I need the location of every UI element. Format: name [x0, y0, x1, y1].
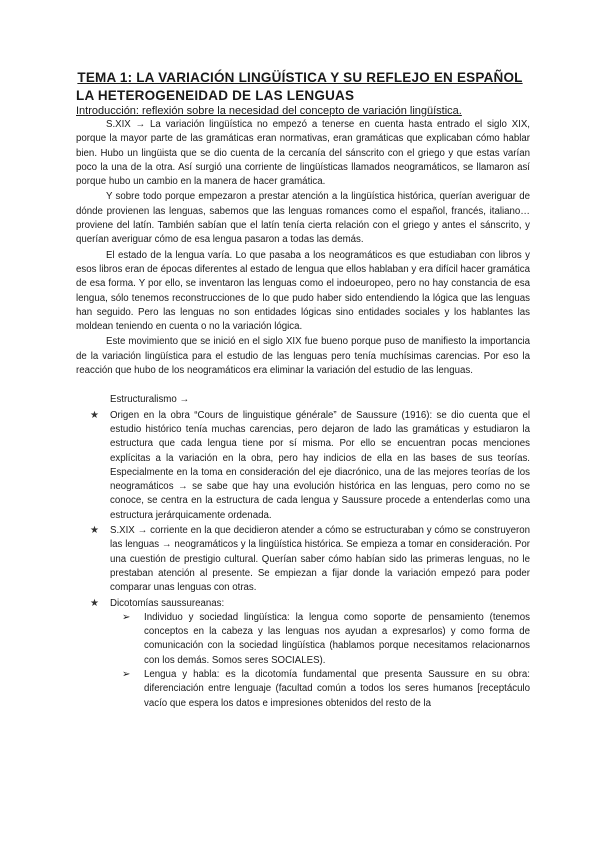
sub-list-item [110, 668, 530, 711]
section-heading: LA HETEROGENEIDAD DE LAS LENGUAS [76, 88, 355, 103]
star-icon: ★ [90, 409, 99, 421]
paragraph: S.XIX → La variación lingüística no empezó a tenerse en cuenta hasta entrado el siglo XIX, porque la mayor parte de las gramáticas eran normativas, eran gramáticas que explicaban cómo hablar bien. Hubo un lingüista que se dio cuenta de la cercanía del sánscrito con el griego y que estas varían poco la una de la otra. Así surgió una corriente de lingüísticas llamados neogramáticos, se llamaron así porque hubo un cambio en la manera de hacer gramática. [76, 119, 530, 188]
sub-list-item-text: Lengua y habla: es la dicotomía fundamental que presenta Saussure en su obra: diferenciación entre lenguaje (facultad común a todos los seres humanos [receptáculo vacío que espera los datos e impresiones obtenidos del resto de la [144, 668, 530, 709]
sub-list-item [110, 611, 530, 668]
list-item-text: S.XIX → corriente en la que decidieron atender a cómo se estructuraban y cómo se construyeron las lenguas → neogramáticos y la lingüística histórica. Se empieza a tomar en consideración. Por una cuestión de prestigio cultural. Querían saber cómo habían sido las primeras lenguas, no le prestaban atención al presente. Se empiezan a fijar donde la variación empezó para poder comparar unas lenguas con otras. [110, 525, 530, 594]
arrow-icon: ➢ [122, 668, 131, 680]
list-item [70, 597, 530, 711]
star-icon: ★ [90, 597, 99, 609]
intro-heading: Introducción: reflexión sobre la necesidad del concepto de variación lingüística. [76, 105, 462, 117]
paragraph: El estado de la lengua varía. Lo que pasaba a los neogramáticos es que estudiaban con libros y esos libros eran de épocas diferentes al estado de lengua que ellos hablaban y era difícil hacer gramática de esa forma. Y por ello, se inventaron las lenguas como el indoeuropeo, pero no hay constancia de esa lengua, sólo tenemos reconstrucciones de lo que pudo haber sido entendiendo la lógica que las lenguas han seguido. Pero las lenguas no son entidades lógicas sino entidades sociales y los hablantes las moldean teniendo en cuenta o no la variación lógica. [76, 249, 530, 333]
paragraph: Este movimiento que se inició en el siglo XIX fue bueno porque puso de manifiesto la importancia de la variación lingüística para el estudio de las lenguas pero tenía muchísimas carencias. Por eso la reacción que hubo de los neogramáticos era eliminar la variación del estudio de las lenguas. [76, 336, 530, 377]
sub-bullet-list [110, 611, 530, 711]
estructuralismo-label: Estructuralismo → [110, 394, 190, 406]
list-item-text: Dicotomías saussureanas: [110, 597, 225, 609]
arrow-icon: ➢ [122, 611, 131, 623]
sub-list-item-text: Individuo y sociedad lingüística: la lengua como soporte de pensamiento (tenemos conceptos en la cabeza y las lenguas nos ayudan a expresarlos) y como forma de comunicación con la sociedad lingüística (hablamos porque necesitamos relacionarnos con los demás. Somos seres SOCIALES). [144, 611, 530, 666]
star-icon: ★ [90, 525, 99, 537]
bullet-list [70, 409, 530, 711]
list-item [70, 409, 530, 523]
list-item [70, 524, 530, 595]
document-page [70, 70, 530, 712]
document-title: TEMA 1: LA VARIACIÓN LINGÜÍSTICA Y SU REFLEJO EN ESPAÑOL [77, 70, 523, 85]
list-item-text: Origen en la obra “Cours de linguistique générale” de Saussure (1916): se dio cuenta que el estudio histórico tenía muchas carencias, pero dejaron de lado las gramáticas y estudiaron la estructura que cada lengua tiene por sí misma. Por ello se encuentran pocas menciones explícitas a la variación en la obra, pero hay indicios de ella en las bases de sus teorías. Especialmente en la toma en consideración del eje diacrónico, una de las mejores teorías de los neogramáticos → se sabe que hay una evolución histórica en las lenguas, pero como no se conoce, se centra en la estructura de cada lengua y Saussure procede a entenderlas como una estructura jerárquicamente ordenada. [110, 409, 530, 521]
paragraph: Y sobre todo porque empezaron a prestar atención a la lingüística histórica, querían averiguar de dónde provienen las lenguas, sabemos que las lenguas romances como el español, francés, italiano… proviene del latín. También sabían que el latín tenía cierta relación con el griego y antes el sánscrito, y querían averiguar cómo de esa lengua pasaron a todas las demás. [76, 191, 530, 246]
